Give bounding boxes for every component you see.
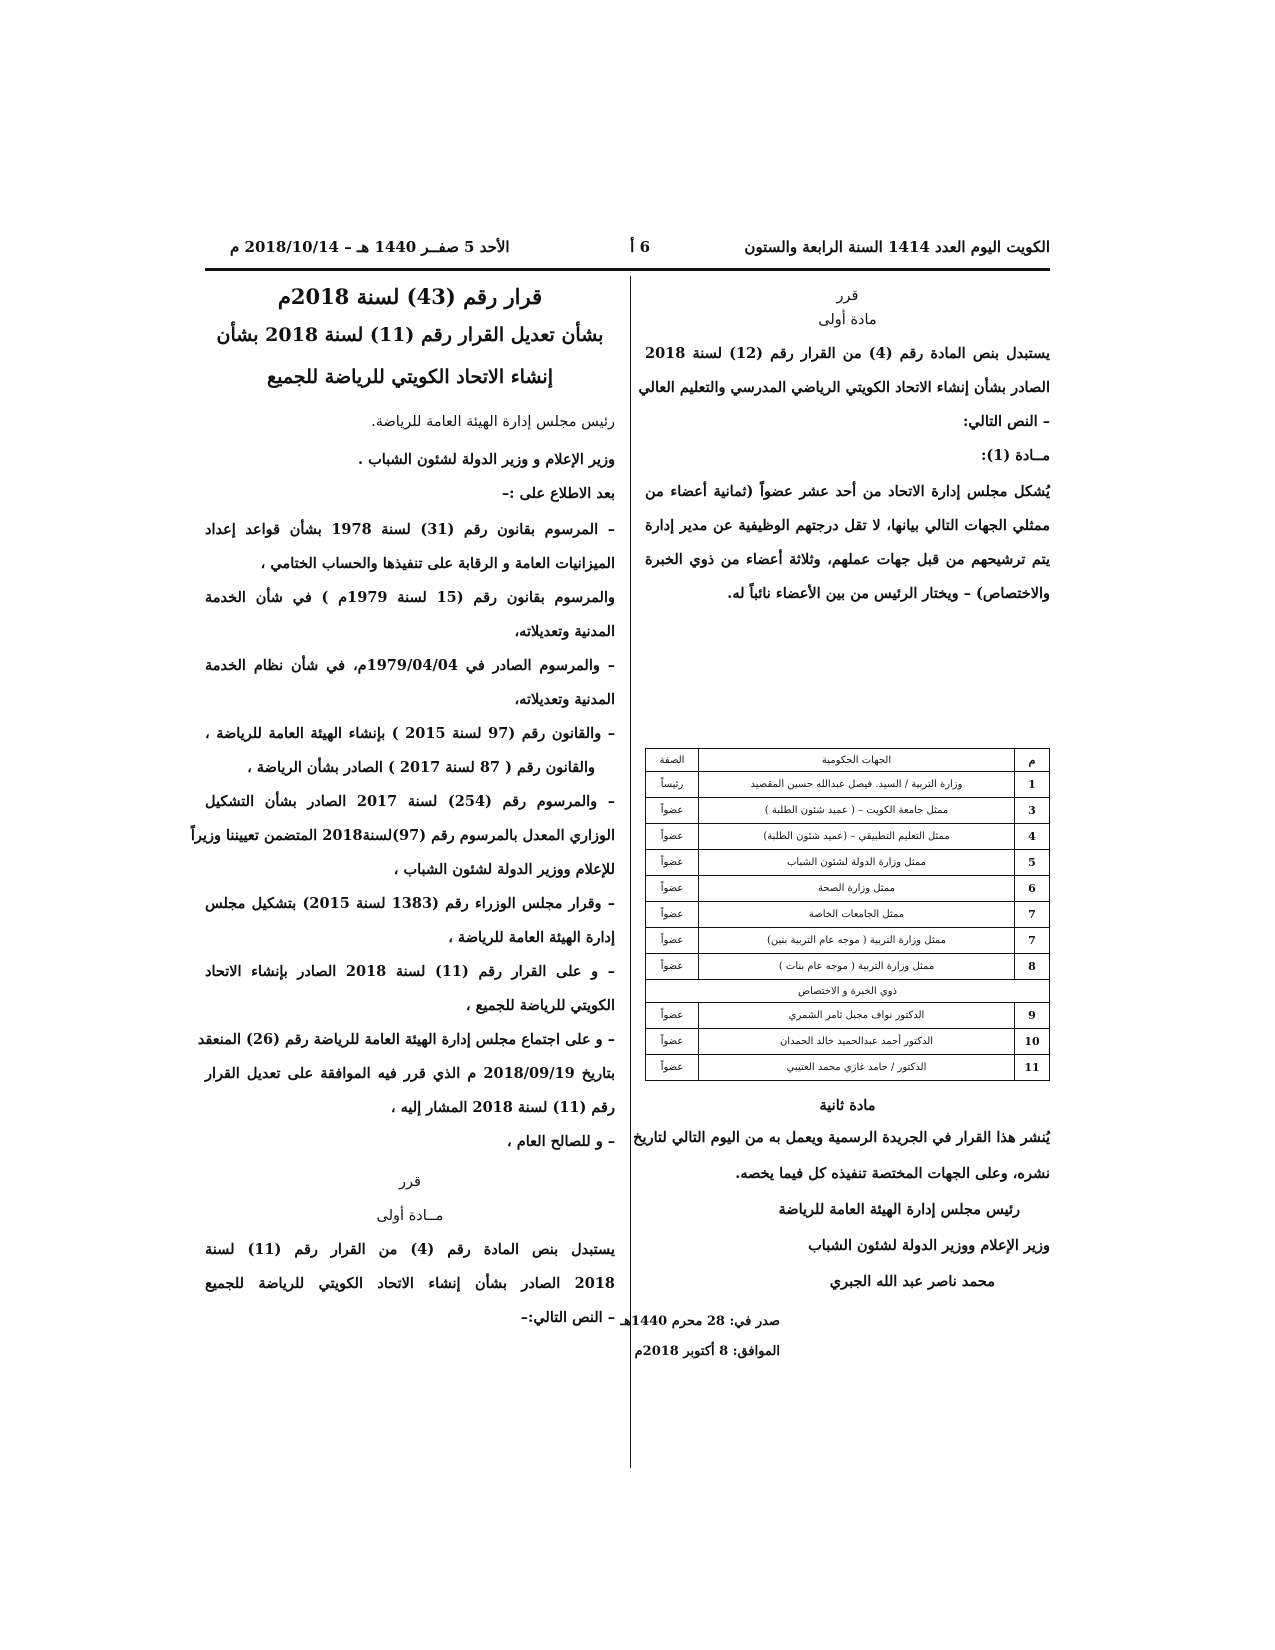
row-number: 4	[1015, 824, 1050, 850]
decision-subtitle: إنشاء الاتحاد الكويتي للرياضة للجميع	[267, 366, 553, 388]
clause-line: الكويتي للرياضة للجميع ،	[465, 997, 615, 1014]
table-header-row	[646, 749, 1050, 772]
paragraph-line: يتم ترشيحهم من قبل جهات عملهم، وثلاثة أعضاء من ذوي الخبرة	[645, 551, 1050, 568]
paragraph-line: – النص التالي:	[962, 413, 1050, 430]
table-row	[646, 798, 1050, 824]
header-rule	[205, 268, 1050, 271]
clause-line: الميزانيات العامة و الرقابة على تنفيذها والحساب الختامي ،	[260, 555, 615, 572]
decision-title: قرار رقم (43) لسنة 2018م	[277, 284, 543, 309]
experts-group-label: ذوي الخبرة و الاختصاص	[646, 980, 1050, 1003]
table-row	[646, 1003, 1050, 1029]
row-number: 5	[1015, 850, 1050, 876]
clause-line: – و للصالح العام ،	[507, 1133, 615, 1150]
signatory-title: رئيس مجلس إدارة الهيئة العامة للرياضة	[778, 1201, 1020, 1218]
table-row	[646, 902, 1050, 928]
row-role: عضواً	[646, 928, 699, 954]
article-second-heading: مادة ثانية	[819, 1097, 876, 1114]
page-number: 6 أ	[630, 238, 650, 256]
row-entity: ممثل جامعة الكويت – ( عميد شئون الطلبة )	[699, 798, 1015, 824]
left-column	[190, 276, 616, 1342]
preamble-line: رئيس مجلس إدارة الهيئة العامة للرياضة.	[371, 414, 615, 430]
row-role: عضواً	[646, 876, 699, 902]
row-number: 7	[1015, 928, 1050, 954]
row-role: عضواً	[646, 824, 699, 850]
paragraph-line: يُنشر هذا القرار في الجريدة الرسمية ويعمل به من اليوم التالي لتاريخ	[633, 1129, 1050, 1146]
column-divider	[630, 276, 631, 1468]
decided-heading: قرر	[836, 288, 859, 304]
row-number: 7	[1015, 902, 1050, 928]
table-group-row	[646, 980, 1050, 1003]
table-row	[646, 876, 1050, 902]
publication-issue: الكويت اليوم العدد 1414 السنة الرابعة والستون	[744, 238, 1050, 256]
clause-line: والمرسوم بقانون رقم (15 لسنة 1979م ) في شأن الخدمة	[205, 589, 615, 606]
row-entity: ممثل وزارة التربية ( موجه عام بنات )	[699, 954, 1015, 980]
clause-line: – وقرار مجلس الوزراء رقم (1383 لسنة 2015) بتشكيل مجلس	[205, 895, 615, 912]
corresponding-date: الموافق: 8 أكتوبر 2018م	[634, 1344, 780, 1359]
row-role: عضواً	[646, 1003, 699, 1029]
paragraph-line: نشره، وعلى الجهات المختصة تنفيذه كل فيما يخصه.	[735, 1165, 1050, 1182]
row-entity: الدكتور أحمد عبدالحميد خالد الحمدان	[699, 1029, 1015, 1055]
table-row	[646, 1055, 1050, 1081]
article-first-heading: مادة أولى	[818, 312, 877, 328]
paragraph-line: 2018 الصادر بشأن إنشاء الاتحاد الكويتي للرياضة للجميع	[205, 1275, 615, 1292]
preamble-line: بعد الاطلاع على :–	[501, 485, 615, 502]
row-number: 3	[1015, 798, 1050, 824]
paragraph-line: يستبدل بنص المادة رقم (4) من القرار رقم (11) لسنة	[205, 1241, 615, 1258]
preamble-line: وزير الإعلام و وزير الدولة لشئون الشباب .	[358, 451, 615, 468]
paragraph-line: والاختصاص) – ويختار الرئيس من بين الأعضاء نائباً له.	[727, 585, 1050, 602]
issued-date: صدر في: 28 محرم 1440هـ	[620, 1314, 780, 1329]
clause-line: المدنية وتعديلاته،	[514, 623, 615, 640]
paragraph-line: يستبدل بنص المادة رقم (4) من القرار رقم (12) لسنة 2018	[645, 345, 1050, 362]
row-entity: ممثل التعليم التطبيقي – (عميد شئون الطلبة)	[699, 824, 1015, 850]
row-entity: ممثل وزارة الدولة لشئون الشباب	[699, 850, 1015, 876]
clause-line: – والمرسوم رقم (254) لسنة 2017 الصادر بشأن التشكيل	[205, 793, 615, 810]
row-entity: ممثل الجامعات الخاصة	[699, 902, 1015, 928]
closing-block	[620, 1096, 1050, 1372]
right-column	[638, 276, 1050, 618]
clause-line: والقانون رقم ( 87 لسنة 2017 ) الصادر بشأن الرياضة ،	[247, 759, 595, 776]
clause-line: للإعلام ووزير الدولة لشئون الشباب ،	[393, 861, 615, 878]
clause-line: المدنية وتعديلاته،	[514, 691, 615, 708]
row-entity: الدكتور نواف مجبل ثامر الشمري	[699, 1003, 1015, 1029]
header-role: الصفة	[646, 749, 699, 772]
row-role: عضواً	[646, 1029, 699, 1055]
article-1-label: مــادة (1):	[981, 447, 1050, 464]
row-entity: ممثل وزارة الصحة	[699, 876, 1015, 902]
row-role: عضواً	[646, 1055, 699, 1081]
header-number: م	[1015, 749, 1050, 772]
row-number: 11	[1015, 1055, 1050, 1081]
paragraph-line: يُشكل مجلس إدارة الاتحاد من أحد عشر عضواً (ثمانية أعضاء من	[645, 483, 1050, 500]
row-role: عضواً	[646, 954, 699, 980]
row-entity: وزارة التربية / السيد. فيصل عبدالله حسين المقصيد	[699, 772, 1015, 798]
table-row	[646, 850, 1050, 876]
header-entity: الجهات الحكومية	[699, 749, 1015, 772]
row-number: 1	[1015, 772, 1050, 798]
table-row	[646, 928, 1050, 954]
row-role: عضواً	[646, 798, 699, 824]
clause-line: الوزاري المعدل بالمرسوم رقم (97)لسنة2018 المتضمن تعييننا وزيراً	[190, 827, 615, 844]
decided-heading: قرر	[399, 1174, 421, 1190]
row-role: عضواً	[646, 902, 699, 928]
gazette-page	[190, 228, 1050, 1468]
clause-line: – و على اجتماع مجلس إدارة الهيئة العامة للرياضة رقم (26) المنعقد	[197, 1031, 615, 1048]
paragraph-line: الصادر بشأن إنشاء الاتحاد الكويتي الرياضي المدرسي والتعليم العالي	[638, 379, 1050, 396]
article-first-heading: مــادة أولى	[376, 1208, 444, 1224]
row-number: 6	[1015, 876, 1050, 902]
page-header	[205, 238, 1050, 264]
clause-line: – والقانون رقم (97 لسنة 2015 ) بإنشاء الهيئة العامة للرياضة ،	[205, 725, 615, 742]
issue-date: الأحد 5 صفــر 1440 هـ – 2018/10/14 م	[230, 238, 510, 256]
row-number: 8	[1015, 954, 1050, 980]
clause-line: – و على القرار رقم (11) لسنة 2018 الصادر بإنشاء الاتحاد	[205, 963, 615, 980]
row-role: رئيساً	[646, 772, 699, 798]
decision-subtitle: بشأن تعديل القرار رقم (11) لسنة 2018 بشأن	[216, 324, 604, 346]
row-entity: الدكتور / حامد غازي محمد العتيبي	[699, 1055, 1015, 1081]
signatory-name: محمد ناصر عبد الله الجبري	[829, 1273, 995, 1290]
row-entity: ممثل وزارة التربية ( موجه عام التربية بنين)	[699, 928, 1015, 954]
clause-line: بتاريخ 2018/09/19 م الذي قرر فيه الموافقة على تعديل القرار	[205, 1065, 616, 1082]
clause-line: – المرسوم بقانون رقم (31) لسنة 1978 بشأن قواعد إعداد	[205, 521, 615, 538]
clause-line: – والمرسوم الصادر في 1979/04/04م، في شأن نظام الخدمة	[205, 657, 615, 674]
paragraph-line: – النص التالي:–	[520, 1309, 615, 1326]
table-row	[646, 772, 1050, 798]
clause-line: إدارة الهيئة العامة للرياضة ،	[448, 929, 615, 946]
signatory-title: وزير الإعلام ووزير الدولة لشئون الشباب	[808, 1237, 1050, 1254]
table-row	[646, 824, 1050, 850]
committee-table	[645, 748, 1050, 1081]
clause-line: رقم (11) لسنة 2018 المشار إليه ،	[390, 1099, 615, 1116]
row-role: عضواً	[646, 850, 699, 876]
row-number: 9	[1015, 1003, 1050, 1029]
table-row	[646, 1029, 1050, 1055]
table-row	[646, 954, 1050, 980]
row-number: 10	[1015, 1029, 1050, 1055]
paragraph-line: ممثلي الجهات التالي بيانها، لا تقل درجتهم الوظيفية عن مدير إدارة	[645, 517, 1050, 534]
